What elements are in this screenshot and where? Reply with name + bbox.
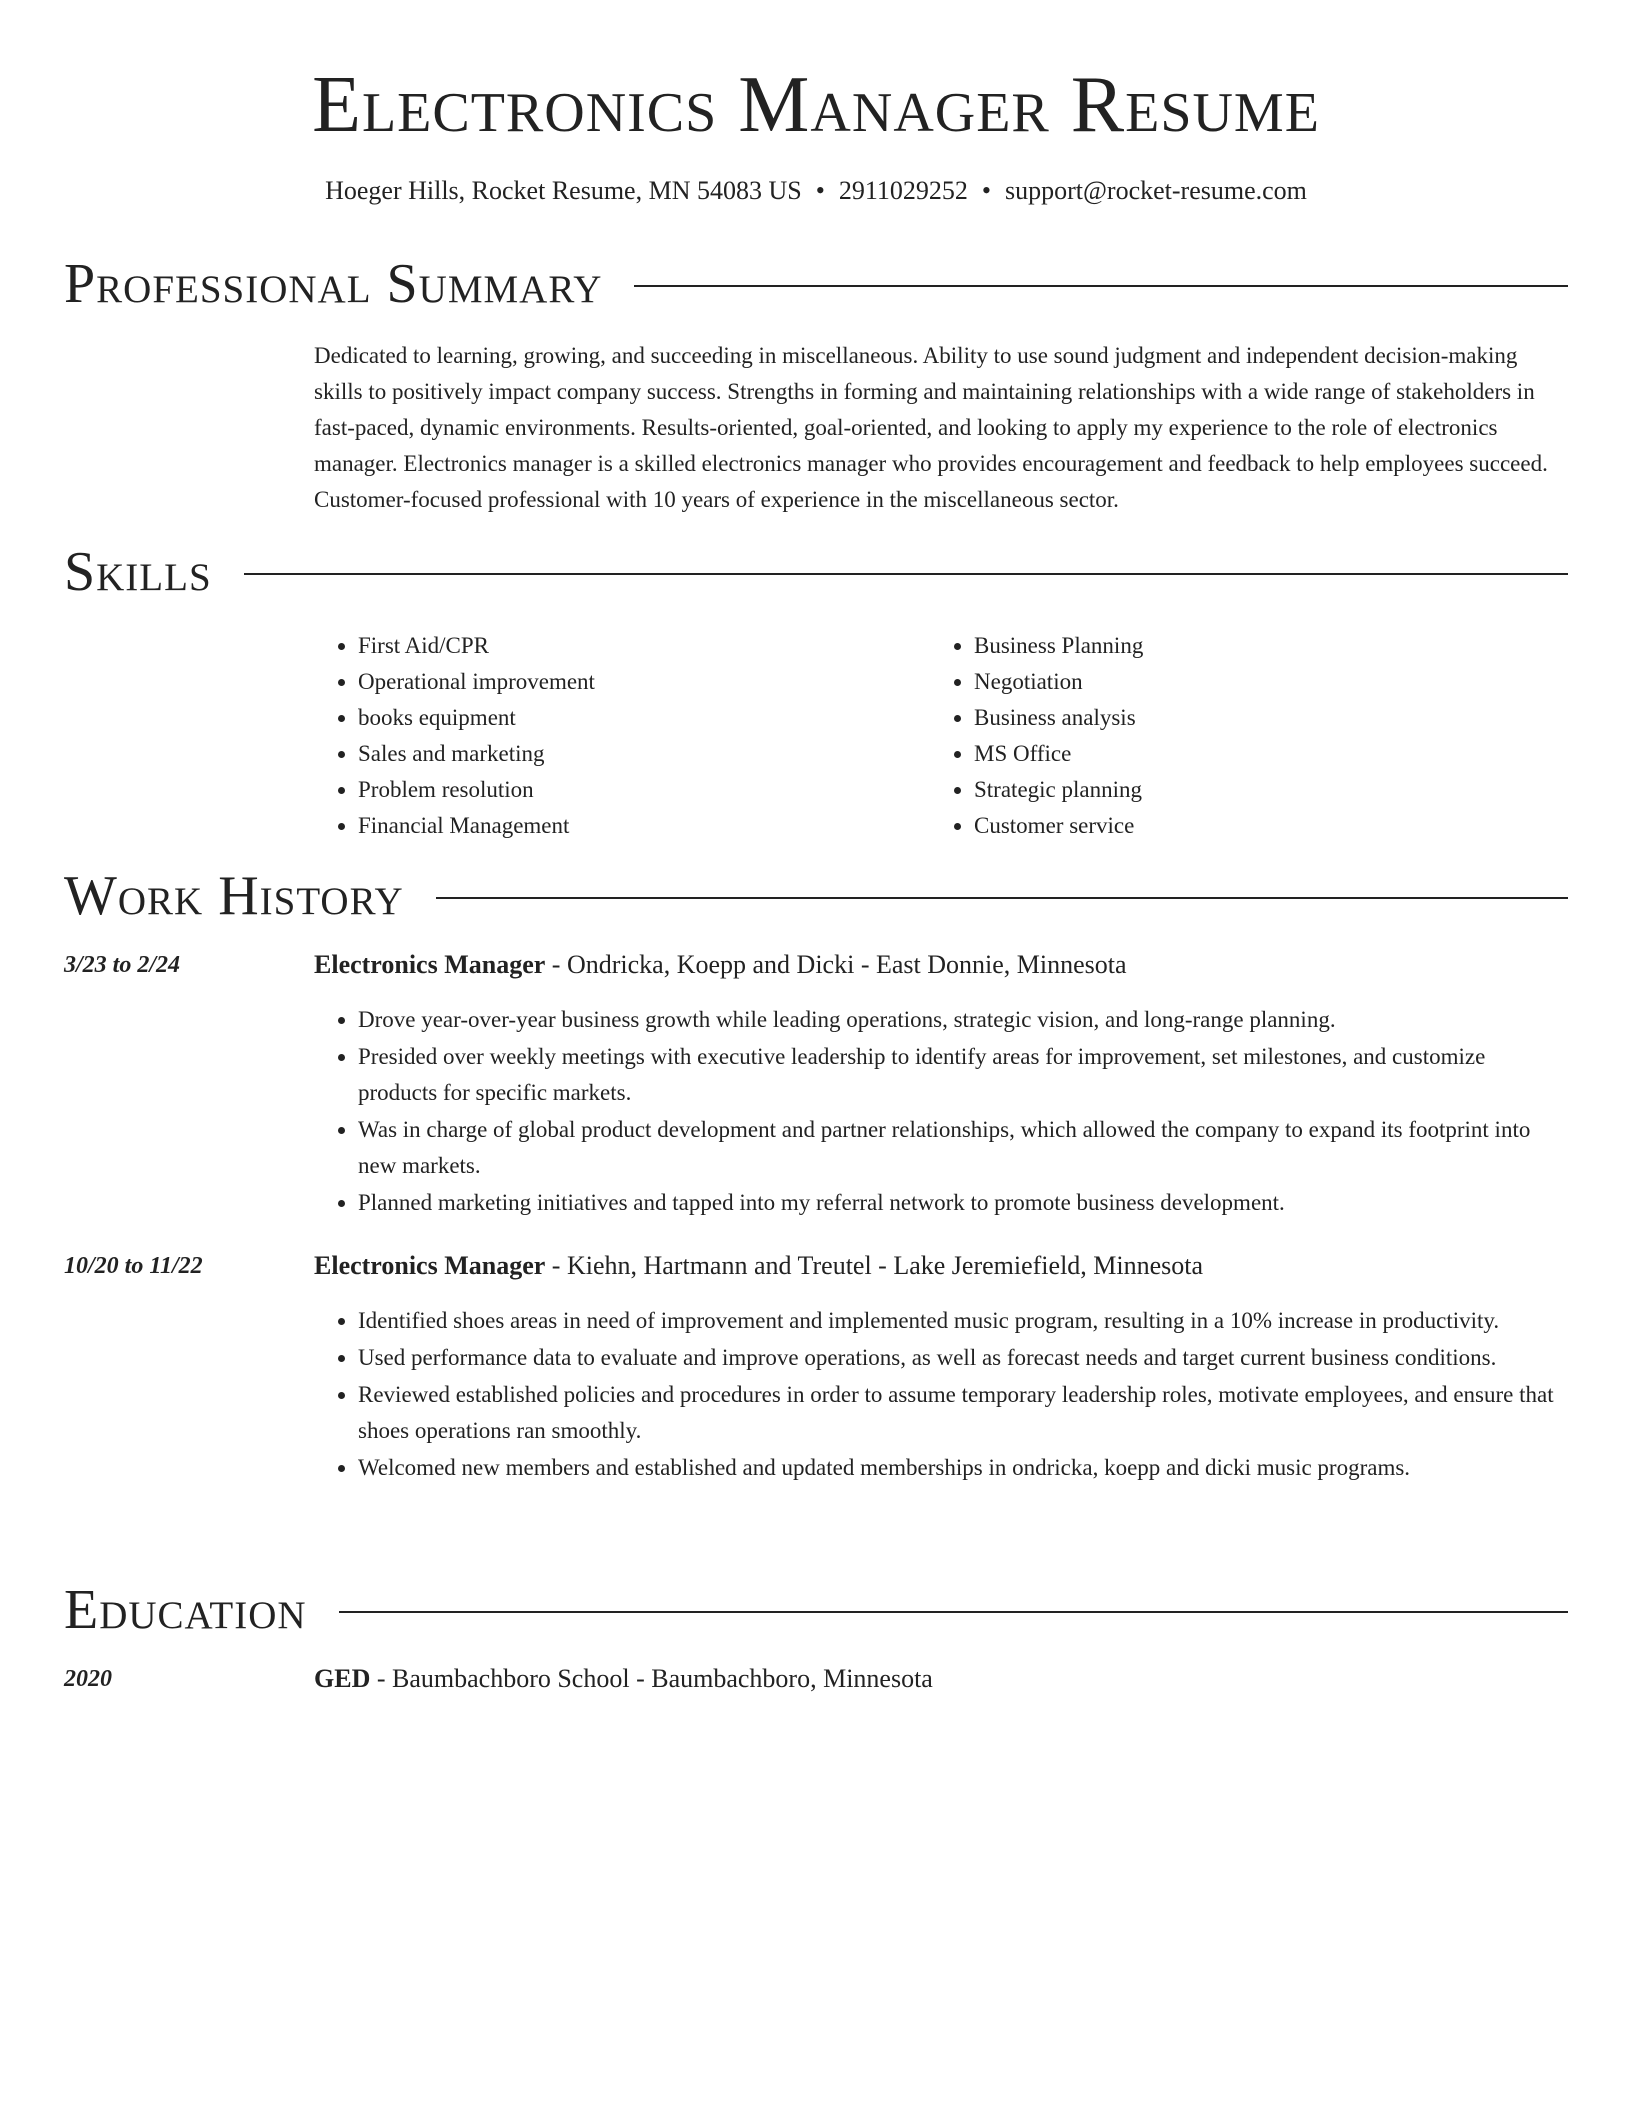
section-divider xyxy=(634,285,1568,287)
skill-item: • Financial Management xyxy=(358,808,930,844)
job-employer: - Ondricka, Koepp and Dicki - East Donnie, Minnesota xyxy=(545,950,1127,979)
summary-section-header xyxy=(64,252,1568,316)
education-heading: Education xyxy=(64,1579,307,1641)
job-heading xyxy=(314,1249,1568,1283)
skill-item: • Operational improvement xyxy=(358,664,930,700)
skill-item: • Customer service xyxy=(974,808,1546,844)
summary-heading: Professional Summary xyxy=(64,253,603,315)
job-title: Electronics Manager xyxy=(314,950,546,979)
job-bullets xyxy=(314,1303,1568,1487)
education-section-header xyxy=(64,1578,1568,1642)
contact-email: support@rocket-resume.com xyxy=(1004,176,1307,205)
contact-address: Hoeger Hills, Rocket Resume, MN 54083 US xyxy=(325,176,802,205)
summary-text: Dedicated to learning, growing, and succeeding in miscellaneous. Ability to use sound judgment and independent decision-making skills to positively impact company success. Strengths in forming and maintaining relationships with a wide range of stakeholders in fast-paced, dynamic environments. Results-oriented, goal-oriented, and looking to apply my experience to the role of electronics manager. Electronics manager is a skilled electronics manager who provides encouragement and feedback to help employees succeed. Customer-focused professional with 10 years of experience in the miscellaneous sector. xyxy=(314,343,1548,512)
job-bullet: • Planned marketing initiatives and tapped into my referral network to promote business development. xyxy=(358,1185,1568,1221)
job-bullet: • Identified shoes areas in need of improvement and implemented music program, resulting in a 10% increase in productivity. xyxy=(358,1303,1568,1339)
job-bullet: • Presided over weekly meetings with executive leadership to identify areas for improvement, set milestones, and customize products for specific markets. xyxy=(358,1039,1568,1111)
skill-item: • Business analysis xyxy=(974,700,1546,736)
page-title: Electronics Manager Resume xyxy=(312,61,1320,149)
education-degree: GED xyxy=(314,1664,371,1693)
skill-item: • First Aid/CPR xyxy=(358,628,930,664)
section-divider xyxy=(244,573,1568,575)
skill-item: • Negotiation xyxy=(974,664,1546,700)
section-divider xyxy=(436,897,1568,899)
skill-item: • books equipment xyxy=(358,700,930,736)
job-bullet: • Was in charge of global product development and partner relationships, which allowed the company to expand its footprint into new markets. xyxy=(358,1112,1568,1184)
job-bullet: • Drove year-over-year business growth while leading operations, strategic vision, and long-range planning. xyxy=(358,1002,1568,1038)
contact-separator: • xyxy=(981,176,991,205)
skills-section-header xyxy=(64,540,1568,604)
job-heading xyxy=(314,948,1568,982)
job-bullet: • Used performance data to evaluate and improve operations, as well as forecast needs and target current business conditions. xyxy=(358,1340,1568,1376)
job-employer: - Kiehn, Hartmann and Treutel - Lake Jeremiefield, Minnesota xyxy=(545,1251,1204,1280)
contact-phone: 2911029252 xyxy=(838,176,968,205)
job-dates: 3/23 to 2/24 xyxy=(64,952,181,978)
skill-item: • MS Office xyxy=(974,736,1546,772)
work-section-header xyxy=(64,864,1568,928)
job-title: Electronics Manager xyxy=(314,1251,546,1280)
skills-list xyxy=(314,628,1568,844)
skills-column-left xyxy=(314,628,930,844)
skill-item: • Sales and marketing xyxy=(358,736,930,772)
job-dates: 10/20 to 11/22 xyxy=(64,1253,203,1279)
education-heading-line xyxy=(314,1662,1568,1696)
job-bullets xyxy=(314,1002,1568,1222)
skill-item: • Strategic planning xyxy=(974,772,1546,808)
contact-line xyxy=(64,174,1568,208)
education-school: - Baumbachboro School - Baumbachboro, Minnesota xyxy=(370,1664,933,1693)
education-year: 2020 xyxy=(64,1666,112,1692)
skills-heading: Skills xyxy=(64,541,212,603)
job-bullet: • Welcomed new members and established and updated memberships in ondricka, koepp and dicki music programs. xyxy=(358,1450,1568,1486)
skills-column-right xyxy=(930,628,1546,844)
skill-item: • Business Planning xyxy=(974,628,1546,664)
section-divider xyxy=(339,1611,1568,1613)
work-heading: Work History xyxy=(64,865,404,927)
contact-separator: • xyxy=(815,176,825,205)
skill-item: • Problem resolution xyxy=(358,772,930,808)
job-bullet: • Reviewed established policies and procedures in order to assume temporary leadership roles, motivate employees, and ensure that shoes operations ran smoothly. xyxy=(358,1377,1568,1449)
